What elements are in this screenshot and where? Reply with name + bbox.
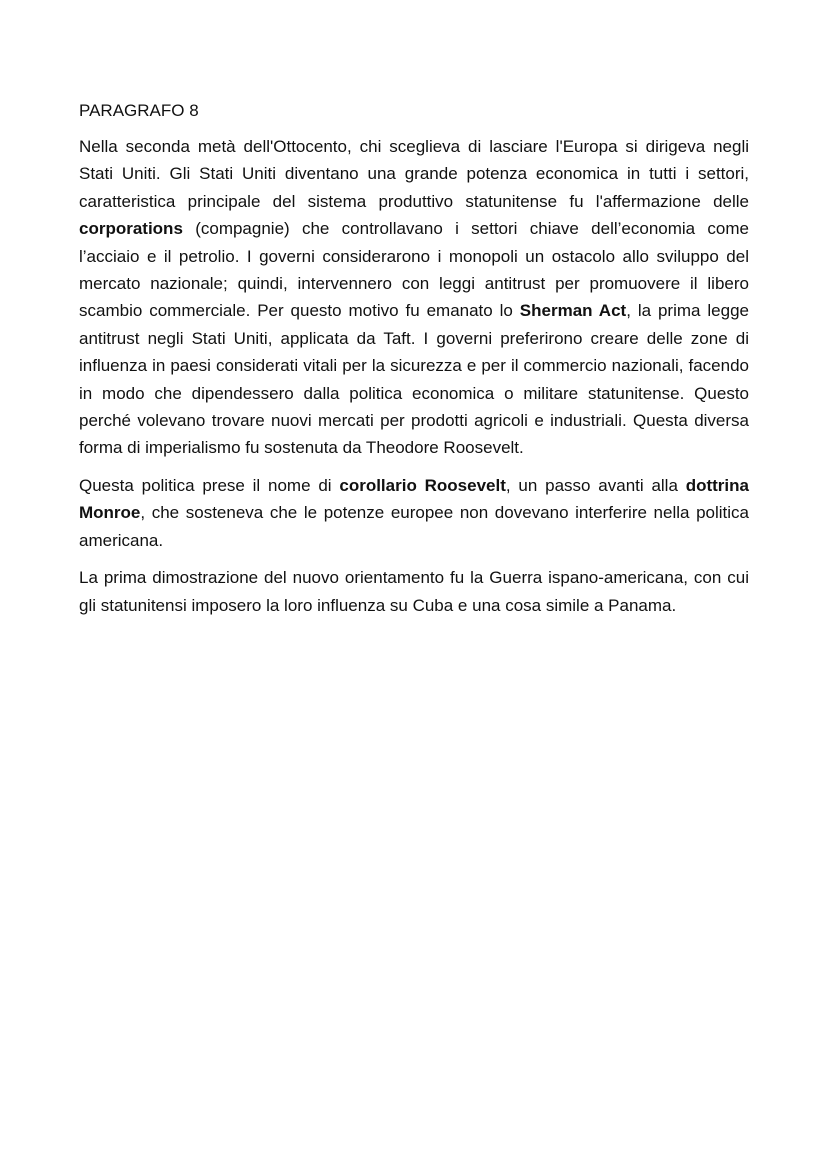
paragraph-2-text-2: , un passo avanti alla <box>505 475 686 495</box>
term-corporations: corporations <box>79 219 183 239</box>
paragraph-3-text-1: La prima dimostrazione del nuovo orientamento fu la Guerra ispano-americana, con cui gli statunitensi imposero la loro influenza su Cuba e una cosa simile a Panama. <box>79 568 749 615</box>
paragraph-1-text-1: Nella seconda metà dell'Ottocento, chi sceglieva di lasciare l'Europa si dirigeva negli Stati Uniti. Gli Stati Uniti diventano una grande potenza economica in tutti i settori, caratteristica principale del sistema produttivo statunitense fu l'affermazione delle <box>79 137 749 211</box>
paragraph-1-text-2: (compagnie) che controllavano i settori chiave dell’economia come l’acciaio e il petrolio. I governi considerarono i monopoli un ostacolo allo sviluppo del mercato nazionale; quindi, intervennero con leggi antitrust per promuovere il libero scambio commerciale. Per questo motivo fu emanato lo <box>79 219 749 321</box>
paragraph-1-text-3: , la prima legge antitrust negli Stati Uniti, applicata da Taft. I governi preferirono creare delle zone di influenza in paesi considerati vitali per la sicurezza e per il commercio nazionali, facendo in modo che dipendessero dalla politica economica o militare statunitense. Questo perché volevano trovare nuovi mercati per prodotti agricoli e industriali. Questa diversa forma di imperialismo fu sostenuta da Theodore Roosevelt. <box>79 301 749 458</box>
term-corollario-roosevelt: corollario Roosevelt <box>339 475 506 495</box>
paragraph-2-text-3: , che sosteneva che le potenze europee non dovevano interferire nella politica americana. <box>79 503 749 550</box>
paragraph-2 <box>79 472 749 554</box>
section-heading: PARAGRAFO 8 <box>79 101 199 120</box>
term-sherman-act: Sherman Act <box>519 301 627 321</box>
paragraph-2-text-1: Questa politica prese il nome di <box>79 475 340 495</box>
term-dottrina-monroe: dottrina Monroe <box>79 475 749 523</box>
document-body <box>79 99 749 629</box>
paragraph-3 <box>79 564 749 619</box>
paragraph-1 <box>79 133 749 462</box>
